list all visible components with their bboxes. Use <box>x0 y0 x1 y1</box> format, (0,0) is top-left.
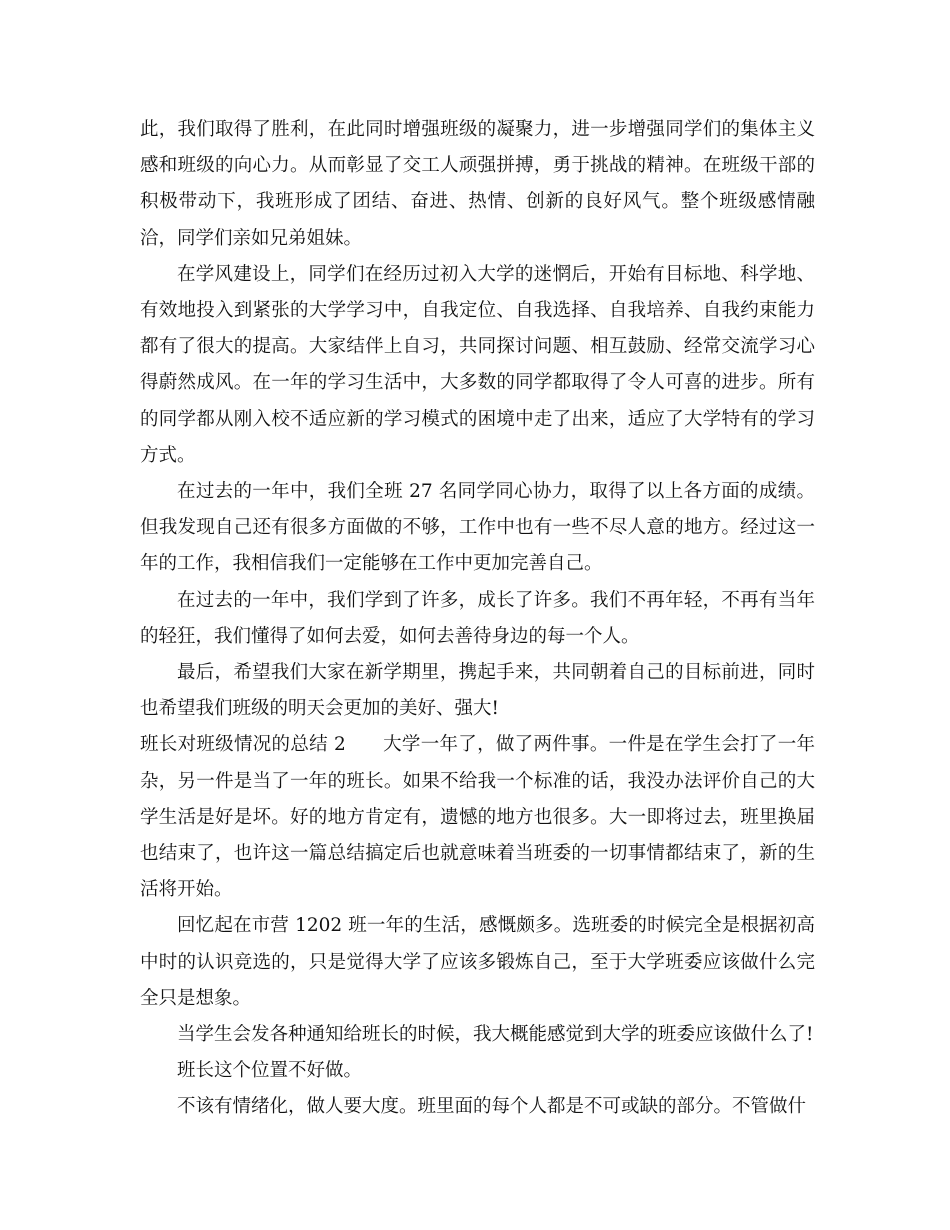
document-body <box>140 112 815 1126</box>
section-first-paragraph: 大学一年了，做了两件事。一件是在学生会打了一年杂，另一件是当了一年的班长。如果不给我一个标准的话，我没办法评价自己的大学生活是好是坏。好的地方肯定有，遗憾的地方也很多。大一即将过去，班里换届也结束了，也许这一篇总结搞定后也就意味着当班委的一切事情都结束了，新的生活将开始。 <box>140 734 815 901</box>
paragraph-achievements: 在过去的一年中，我们全班 27 名同学同心协力，取得了以上各方面的成绩。但我发现自己还有很多方面做的不够，工作中也有一些不尽人意的地方。经过这一年的工作，我相信我们一定能够在工作中更加完善自己。 <box>140 481 815 575</box>
paragraph-growth: 在过去的一年中，我们学到了许多，成长了许多。我们不再年轻，不再有当年的轻狂，我们懂得了如何去爱，如何去善待身边的每一个人。 <box>140 589 815 647</box>
paragraph-study-style: 在学风建设上，同学们在经历过初入大学的迷惘后，开始有目标地、科学地、有效地投入到紧张的大学学习中，自我定位、自我选择、自我培养、自我约束能力都有了很大的提高。大家结伴上自习，共同探讨问题、相互鼓励、经常交流学习心得蔚然成风。在一年的学习生活中，大多数的同学都取得了令人可喜的进步。所有的同学都从刚入校不适应新的学习模式的困境中走了出来，适应了大学特有的学习方式。 <box>140 263 815 466</box>
paragraph-continued: 此，我们取得了胜利，在此同时增强班级的凝聚力，进一步增强同学们的集体主义感和班级的向心力。从而彰显了交工人顽强拼搏，勇于挑战的精神。在班级干部的积极带动下，我班形成了团结、奋进、热情、创新的良好风气。整个班级感情融洽，同学们亲如兄弟姐妹。 <box>140 119 815 249</box>
paragraph-closing: 最后，希望我们大家在新学期里，携起手来，共同朝着自己的目标前进，同时也希望我们班级的明天会更加的美好、强大! <box>140 662 815 720</box>
section-heading: 班长对班级情况的总结 2 <box>140 734 346 756</box>
paragraph-attitude: 不该有情绪化，做人要大度。班里面的每个人都是不可或缺的部分。不管做什 <box>177 1096 807 1118</box>
paragraph-notices: 当学生会发各种通知给班长的时候，我大概能感觉到大学的班委应该做什么了! <box>177 1024 814 1046</box>
paragraph-memories: 回忆起在市营 1202 班一年的生活，感慨颇多。选班委的时候完全是根据初高中时的认识竞选的，只是觉得大学了应该多锻炼自己，至于大学班委应该做什么完全只是想象。 <box>140 915 815 1009</box>
paragraph-monitor-role: 班长这个位置不好做。 <box>177 1060 363 1082</box>
section-start <box>140 727 815 908</box>
